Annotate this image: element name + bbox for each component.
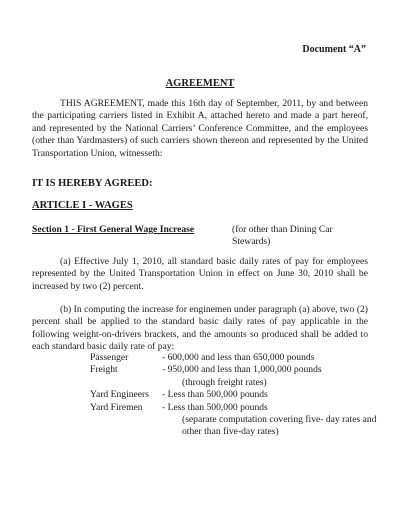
bracket-row <box>90 364 380 389</box>
bracket-subtext: (separate computation covering five- day rates and other than five-day rates) <box>182 414 377 438</box>
bracket-label: Passenger <box>90 352 129 363</box>
bracket-row <box>90 402 380 439</box>
article-heading: ARTICLE I - WAGES <box>32 200 133 211</box>
paragraph-b-text: (b) In computing the increase for enginemen under paragraph (a) above, two (2) percent shall be applied to the standard basic daily rates of pay applicable in the following weight-on-drivers brackets, and the amounts so produced shall be added to each standard basic daily rate of pay: <box>32 304 368 353</box>
section-note: (for other than Dining Car Stewards) <box>232 224 333 248</box>
paragraph-a <box>32 256 368 293</box>
paragraph-b <box>32 304 368 354</box>
weight-brackets <box>90 352 380 439</box>
intro-paragraph <box>32 98 368 160</box>
bracket-text: - 600,000 and less than 650,000 pounds <box>162 352 315 363</box>
bracket-row <box>90 389 380 401</box>
bracket-text: - 950,000 and less than 1,000,000 pounds <box>162 364 322 376</box>
intro-text: THIS AGREEMENT, made this 16th day of September, 2011, by and between the participating carriers listed in Exhibit A, attached hereto and made a part hereof, and represented by the National Carriers’ Conference Committee, and the employees (other than Yardmasters) of such carriers shown thereon and represented by the United Transportation Union, witnesseth: <box>32 98 368 159</box>
bracket-text: - Less than 500,000 pounds <box>162 401 268 413</box>
section-title: Section 1 - First General Wage Increase <box>32 224 195 235</box>
document-label: Document “A” <box>302 44 366 55</box>
bracket-label: Yard Engineers <box>90 389 149 401</box>
bracket-subtext: (through freight rates) <box>182 376 267 388</box>
bracket-row <box>90 352 380 364</box>
agreement-title: AGREEMENT <box>165 78 235 89</box>
agreed-heading: IT IS HEREBY AGREED: <box>32 178 153 189</box>
bracket-label: Yard Firemen <box>90 401 143 413</box>
paragraph-a-text: (a) Effective July 1, 2010, all standard basic daily rates of pay for employees represented by the United Transportation Union in effect on June 30, 2010 shall be increased by two (2) percent. <box>32 256 368 292</box>
bracket-label: Freight <box>90 364 118 376</box>
bracket-text: - Less than 500,000 pounds <box>162 389 268 401</box>
